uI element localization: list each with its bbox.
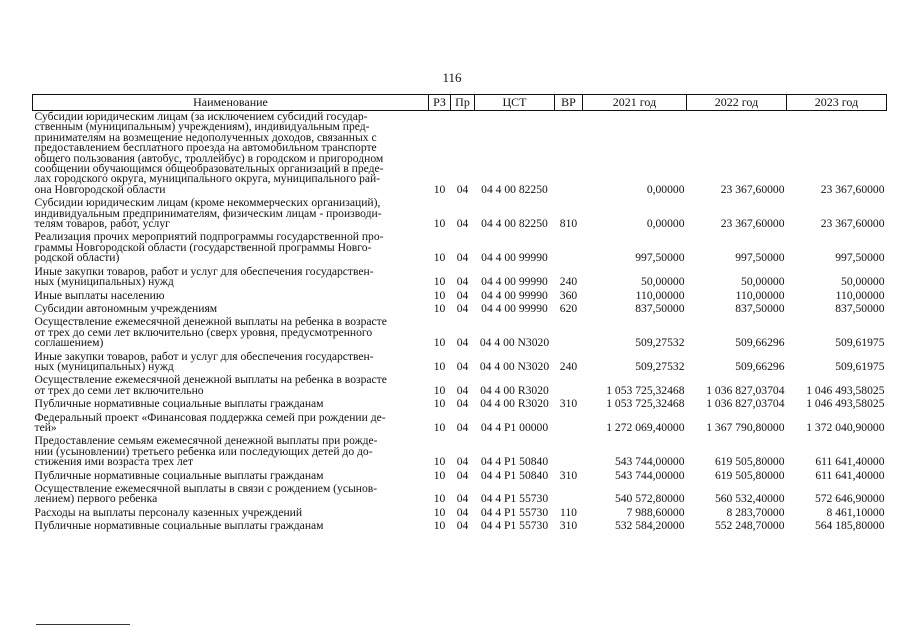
cell-2021: 0,00000 — [646, 182, 685, 196]
cell-2023: 1 046 493,58025 — [806, 397, 885, 411]
cell-pr: 04 — [456, 455, 469, 469]
cell-name: Публичные нормативные социальные выплаты гражданам — [34, 468, 324, 482]
cell-vr — [555, 231, 583, 265]
cell-2022: 1 367 790,80000 — [706, 420, 785, 434]
cell-2021: 543 744,00000 — [614, 468, 685, 482]
table-row — [33, 374, 887, 398]
cell-name: Иные закупки товаров, работ и услуг для обеспечения государствен- ных (муниципальных) нужд — [34, 349, 374, 373]
cell-rz: 10 — [433, 383, 446, 397]
cell-2021: 997,50000 — [635, 251, 685, 265]
cell-2022: 619 505,80000 — [714, 455, 785, 469]
header-2021: 2021 год — [583, 95, 687, 111]
table-row — [33, 412, 887, 436]
cell-2021: 7 988,60000 — [626, 505, 685, 519]
cell-pr: 04 — [456, 182, 469, 196]
table-row — [33, 303, 887, 316]
cell-2021: 110,00000 — [635, 288, 685, 302]
cell-2023: 611 641,40000 — [815, 455, 885, 469]
cell-rz: 10 — [433, 288, 446, 302]
cell-rz: 10 — [433, 251, 446, 265]
table-row — [33, 197, 887, 231]
table-row — [33, 266, 887, 290]
cell-rz: 10 — [433, 505, 446, 519]
cell-rz: 10 — [433, 359, 446, 373]
cell-name: Публичные нормативные социальные выплаты гражданам — [34, 519, 324, 533]
cell-cst: 04 4 P1 55730 — [480, 492, 549, 506]
footer-rule — [36, 624, 130, 625]
cell-2023: 23 367,60000 — [820, 217, 885, 231]
table-row — [33, 231, 887, 265]
cell-cst: 04 4 00 N3020 — [479, 359, 550, 373]
cell-2021: 0,00000 — [646, 217, 685, 231]
cell-vr: 810 — [559, 217, 578, 231]
cell-name: Субсидии юридическим лицам (за исключением субсидий государ- ственным (муниципальным) учреждениям), индивидуальным пред- принимателям на возмещение недополученных доходов, связанных с предоставлением бесплатного проезда на автомобильном транспорте общего пользования (автобус, троллейбус) в городском и пригородном сообщении обучающимся общеобразовательных организаций в преде- лах городского округа, муниципального округа, муниципального рай- она Новгородской области — [34, 110, 384, 196]
cell-rz: 10 — [433, 492, 446, 506]
cell-2023: 564 185,80000 — [814, 519, 885, 533]
cell-2021: 532 584,20000 — [614, 519, 685, 533]
cell-2021: 543 744,00000 — [614, 455, 685, 469]
cell-pr: 04 — [456, 468, 469, 482]
budget-table — [32, 94, 887, 534]
cell-vr — [555, 435, 583, 469]
cell-name: Иные выплаты населению — [34, 288, 165, 302]
cell-2022: 509,66296 — [735, 336, 785, 350]
cell-rz: 10 — [433, 397, 446, 411]
cell-2021: 509,27532 — [635, 336, 685, 350]
cell-cst: 04 4 00 82250 — [481, 182, 548, 196]
table-header-row — [33, 95, 887, 111]
cell-rz: 10 — [433, 455, 446, 469]
table-row — [33, 435, 887, 469]
table-row — [33, 316, 887, 350]
cell-name: Субсидии юридическим лицам (кроме некоммерческих организаций), индивидуальным предпринимателям, физическим лицам - производи- телям товаров, работ, услуг — [34, 196, 382, 231]
cell-vr: 620 — [559, 301, 578, 315]
cell-pr: 04 — [456, 336, 469, 350]
cell-2022: 837,50000 — [735, 301, 785, 315]
cell-2022: 110,00000 — [735, 288, 785, 302]
cell-vr: 310 — [559, 397, 578, 411]
cell-cst: 04 4 P1 55730 — [480, 505, 549, 519]
table-row — [33, 351, 887, 375]
cell-rz: 10 — [433, 275, 446, 289]
cell-vr: 310 — [559, 519, 578, 533]
cell-pr: 04 — [456, 217, 469, 231]
cell-2021: 540 572,80000 — [614, 492, 685, 506]
cell-cst: 04 4 00 R3020 — [480, 397, 549, 411]
cell-cst: 04 4 00 99990 — [481, 251, 548, 265]
cell-cst: 04 4 00 82250 — [481, 217, 548, 231]
cell-2022: 552 248,70000 — [714, 519, 785, 533]
cell-2022: 23 367,60000 — [720, 217, 785, 231]
cell-2022: 560 532,40000 — [714, 492, 785, 506]
cell-pr: 04 — [456, 359, 469, 373]
cell-vr — [555, 483, 583, 507]
cell-2023: 997,50000 — [835, 251, 885, 265]
cell-pr: 04 — [456, 397, 469, 411]
cell-rz: 10 — [433, 336, 446, 350]
cell-2023: 1 372 040,90000 — [806, 420, 885, 434]
cell-name: Осуществление ежемесячной денежной выплаты на ребенка в возрасте от трех до семи лет включительно — [34, 373, 387, 397]
cell-cst: 04 4 00 R3020 — [480, 383, 549, 397]
cell-rz: 10 — [433, 468, 446, 482]
cell-2022: 23 367,60000 — [720, 182, 785, 196]
cell-name: Субсидии автономным учреждениям — [34, 301, 218, 315]
cell-2021: 1 053 725,32468 — [606, 397, 685, 411]
header-2022: 2022 год — [687, 95, 787, 111]
table-row — [33, 398, 887, 411]
cell-2021: 1 053 725,32468 — [606, 383, 685, 397]
cell-2023: 509,61975 — [835, 336, 885, 350]
cell-pr: 04 — [456, 420, 469, 434]
table-row — [33, 111, 887, 198]
cell-pr: 04 — [456, 288, 469, 302]
cell-2022: 50,00000 — [741, 275, 785, 289]
cell-2021: 837,50000 — [635, 301, 685, 315]
cell-vr — [555, 111, 583, 198]
cell-name: Федеральный проект «Финансовая поддержка семей при рождении де- тей» — [34, 410, 386, 434]
cell-2022: 8 283,70000 — [726, 505, 785, 519]
cell-pr: 04 — [456, 383, 469, 397]
table-row — [33, 507, 887, 520]
cell-name: Иные закупки товаров, работ и услуг для обеспечения государствен- ных (муниципальных) нужд — [34, 264, 374, 289]
cell-pr: 04 — [456, 519, 469, 533]
cell-pr: 04 — [456, 275, 469, 289]
cell-2021: 1 272 069,40000 — [606, 420, 685, 434]
cell-name: Осуществление ежемесячной денежной выплаты на ребенка в возрасте от трех до семи лет включительно (сверх уровня, предусмотренного соглашением) — [34, 315, 387, 350]
cell-vr: 240 — [559, 359, 578, 373]
cell-vr: 310 — [559, 468, 578, 482]
cell-2023: 110,00000 — [835, 288, 885, 302]
cell-2022: 1 036 827,03704 — [706, 383, 785, 397]
cell-cst: 04 4 00 99990 — [481, 288, 548, 302]
cell-cst: 04 4 P1 00000 — [480, 420, 549, 434]
cell-cst: 04 4 00 N3020 — [479, 336, 550, 350]
cell-rz: 10 — [433, 182, 446, 196]
cell-pr: 04 — [456, 251, 469, 265]
cell-rz: 10 — [433, 217, 446, 231]
cell-2023: 1 046 493,58025 — [806, 383, 885, 397]
cell-2023: 509,61975 — [835, 359, 885, 373]
cell-name: Расходы на выплаты персоналу казенных учреждений — [34, 505, 303, 519]
cell-pr: 04 — [456, 492, 469, 506]
cell-2022: 619 505,80000 — [714, 468, 785, 482]
cell-2023: 837,50000 — [835, 301, 885, 315]
cell-2021: 509,27532 — [635, 359, 685, 373]
table-row — [33, 290, 887, 303]
header-vr: ВР — [555, 95, 583, 111]
cell-cst: 04 4 P1 50840 — [480, 468, 549, 482]
cell-cst: 04 4 P1 50840 — [480, 455, 549, 469]
table-row — [33, 520, 887, 533]
cell-2023: 611 641,40000 — [815, 468, 885, 482]
cell-rz: 10 — [433, 420, 446, 434]
cell-vr: 110 — [560, 505, 577, 519]
cell-vr — [555, 374, 583, 398]
cell-name: Публичные нормативные социальные выплаты гражданам — [34, 397, 324, 411]
header-cst: ЦСТ — [475, 95, 555, 111]
cell-pr: 04 — [456, 505, 469, 519]
table-row — [33, 470, 887, 483]
cell-vr — [555, 316, 583, 350]
cell-rz: 10 — [433, 301, 446, 315]
header-pr: Пр — [451, 95, 475, 111]
cell-2021: 50,00000 — [641, 275, 685, 289]
table-row — [33, 483, 887, 507]
header-rz: РЗ — [429, 95, 451, 111]
cell-2023: 50,00000 — [841, 275, 885, 289]
cell-2023: 23 367,60000 — [820, 182, 885, 196]
cell-name: Реализация прочих мероприятий подпрограммы государственной про- граммы Новгородской области (государственной программы Новго- родской области) — [34, 230, 384, 265]
cell-vr: 360 — [559, 288, 578, 302]
cell-rz: 10 — [433, 519, 446, 533]
cell-pr: 04 — [456, 301, 469, 315]
cell-cst: 04 4 P1 55730 — [480, 519, 549, 533]
cell-name: Предоставление семьям ежемесячной денежной выплаты при рожде- нии (усыновлении) третьего ребенка или последующих детей до до- стижения ими возраста трех лет — [34, 434, 378, 469]
cell-2023: 572 646,90000 — [814, 492, 885, 506]
header-name: Наименование — [33, 95, 429, 111]
cell-vr: 240 — [559, 275, 578, 289]
cell-vr — [555, 412, 583, 436]
table-body — [33, 111, 887, 534]
header-2023: 2023 год — [787, 95, 887, 111]
cell-name: Осуществление ежемесячной выплаты в связи с рождением (усынов- лением) первого ребенка — [34, 482, 378, 506]
page-number: 116 — [442, 70, 462, 85]
cell-2023: 8 461,10000 — [826, 505, 885, 519]
cell-2022: 509,66296 — [735, 359, 785, 373]
cell-cst: 04 4 00 99990 — [481, 301, 548, 315]
cell-cst: 04 4 00 99990 — [481, 275, 548, 289]
cell-2022: 1 036 827,03704 — [706, 397, 785, 411]
cell-2022: 997,50000 — [735, 251, 785, 265]
